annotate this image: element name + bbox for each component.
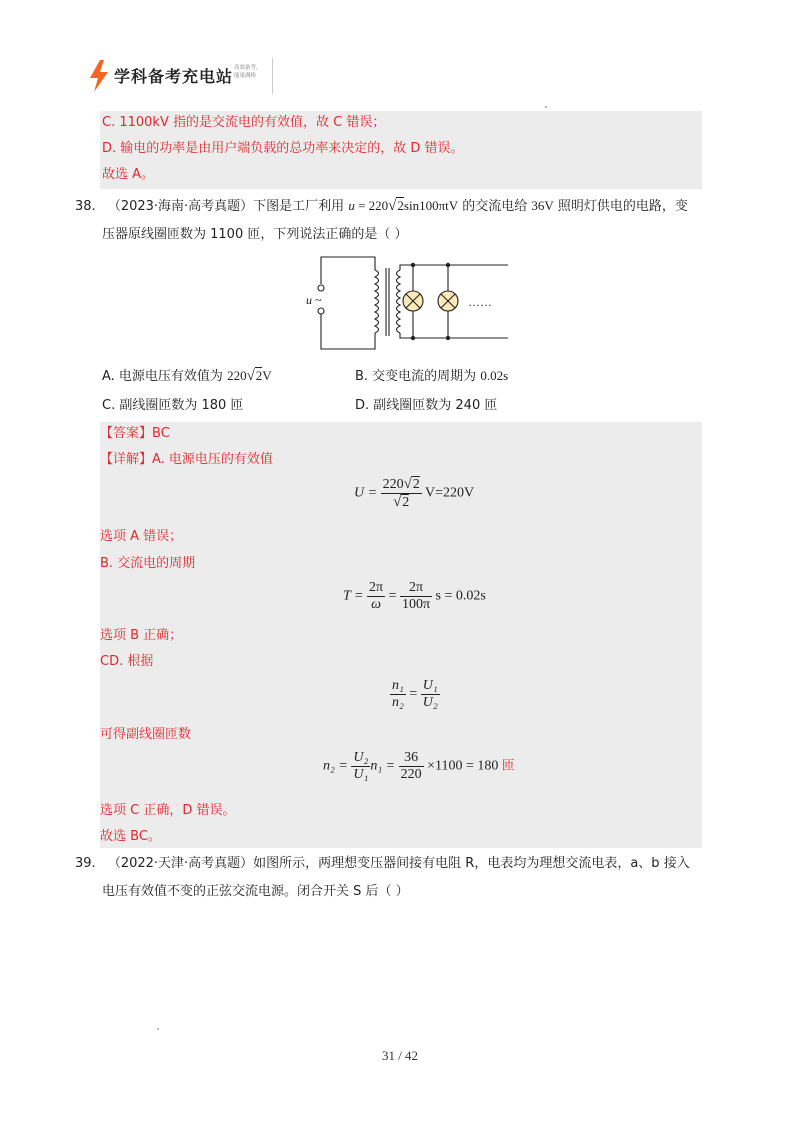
q38-source: （2023·海南·高考真题）下图是工厂利用 bbox=[107, 199, 345, 214]
q39-stem-line2: 电压有效值不变的正弦交流电源。闭合开关 S 后（ ） bbox=[102, 884, 409, 899]
q38-a-conclusion: 选项 A 错误； bbox=[100, 529, 183, 544]
lightning-bolt-icon bbox=[88, 60, 110, 92]
brand-name: 学科备考充电站 bbox=[114, 67, 234, 86]
q38-cd-conclusion: 选项 C 正确，D 错误。 bbox=[100, 803, 236, 818]
formula-effective-voltage: U = $\frac{220√2}{√2}$ V=220V bbox=[354, 476, 475, 510]
q38-cd-head: CD. 根据 bbox=[100, 654, 154, 669]
q39-stem-line1: 39. （2022·天津·高考真题）如图所示，两理想变压器间接有电阻 R，电表均为理想交流电表，a、b 接入 bbox=[75, 856, 690, 871]
more-lamps-ellipsis: …… bbox=[468, 295, 492, 309]
q38-number: 38. bbox=[75, 199, 96, 214]
q38-option-a: A. 电源电压有效值为 220√2V bbox=[102, 368, 272, 384]
q38-b-conclusion: 选项 B 正确； bbox=[100, 628, 183, 643]
transformer-circuit-diagram bbox=[300, 250, 515, 356]
formula-turns-ratio: $\frac{\text{n₁}}{\text{n₂}}$ = $\frac{\text{U₁}}{\text{U₂}}$ bbox=[392, 678, 438, 710]
brand-slogan: 高效备考, 能量满格 bbox=[234, 65, 258, 79]
q38-option-d: D. 副线圈匝数为 240 匝 bbox=[355, 398, 498, 413]
formula-secondary-turns: n₂ = $\frac{\text{U₂}}{\text{U₁}}$ n₁ = $\frac{36}{220}$ ×1100 = 180 匝 bbox=[323, 750, 515, 782]
q39-number: 39. bbox=[75, 856, 96, 871]
formula-period: T = $\frac{2\pi}{\omega}$ = $\frac{2\pi}{100\pi}$ s = 0.02s bbox=[343, 580, 486, 612]
q38-stem-line2: 压器原线圈匝数为 1100 匝，下列说法正确的是（ ） bbox=[102, 227, 408, 242]
page-number: 31 / 42 bbox=[381, 1048, 419, 1063]
logo-divider bbox=[272, 58, 273, 94]
lamp-2 bbox=[438, 291, 458, 311]
q38-cd-mid: 可得副线圈匝数 bbox=[100, 727, 192, 742]
q38-answer: 【答案】BC bbox=[100, 426, 170, 441]
header-logo bbox=[84, 58, 276, 94]
q38-stem-line1: 38. （2023·海南·高考真题）下图是工厂利用 u = 220√2sin100πtV 的交流电给 36V 照明灯供电的电路，变 bbox=[75, 198, 688, 214]
footer-mark bbox=[157, 1028, 159, 1030]
corner-mark bbox=[545, 106, 547, 108]
q38-detail-a: 【详解】A. 电源电压的有效值 bbox=[100, 452, 273, 467]
prev-answer-conclusion: 故选 A。 bbox=[102, 167, 155, 182]
prev-answer-d: D. 输电的功率是由用户端负载的总功率来决定的，故 D 错误。 bbox=[102, 141, 464, 156]
q38-final: 故选 BC。 bbox=[100, 829, 161, 844]
q38-option-b: B. 交变电流的周期为 0.02s bbox=[355, 368, 509, 384]
q38-b-head: B. 交流电的周期 bbox=[100, 556, 196, 571]
prev-answer-c: C. 1100kV 指的是交流电的有效值，故 C 错误； bbox=[102, 115, 386, 130]
lamp-1 bbox=[403, 291, 423, 311]
q38-option-c: C. 副线圈匝数为 180 匝 bbox=[102, 398, 244, 413]
source-label: u ~ bbox=[306, 293, 322, 307]
